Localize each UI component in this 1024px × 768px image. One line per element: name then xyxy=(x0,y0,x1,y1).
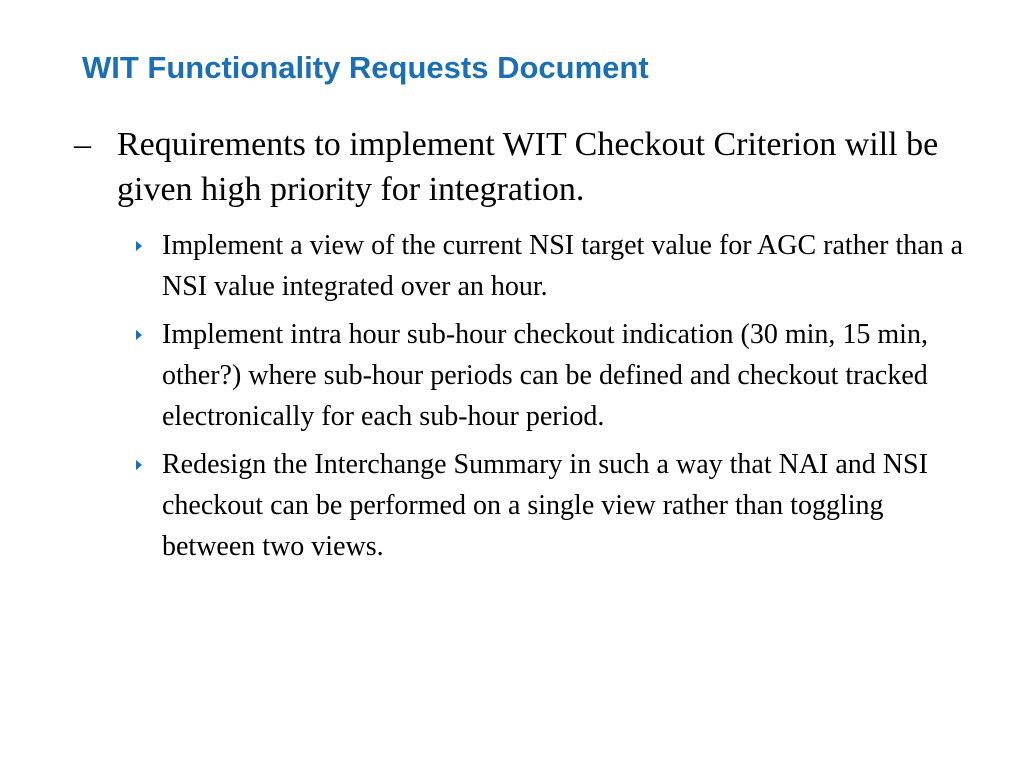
sub-bullet-item xyxy=(136,444,976,567)
sub-bullet-list xyxy=(136,225,976,574)
sub-bullet-text: Redesign the Interchange Summary in such a way that NAI and NSI checkout can be performed on a single view rather than toggling between two views. xyxy=(162,449,928,562)
triangle-bullet-icon xyxy=(136,330,142,340)
main-bullet xyxy=(74,122,984,212)
dash-marker: – xyxy=(74,126,91,163)
sub-bullet-item xyxy=(136,314,976,437)
triangle-bullet-icon xyxy=(136,460,142,470)
main-bullet-text: Requirements to implement WIT Checkout Criterion will be given high priority for integration. xyxy=(117,126,939,208)
sub-bullet-text: Implement intra hour sub-hour checkout indication (30 min, 15 min, other?) where sub-hour periods can be defined and checkout tracked electronically for each sub-hour period. xyxy=(162,319,928,432)
sub-bullet-item xyxy=(136,225,976,307)
sub-bullet-text: Implement a view of the current NSI target value for AGC rather than a NSI value integrated over an hour. xyxy=(162,230,964,302)
slide-title: WIT Functionality Requests Document xyxy=(82,50,649,85)
triangle-bullet-icon xyxy=(136,241,142,251)
